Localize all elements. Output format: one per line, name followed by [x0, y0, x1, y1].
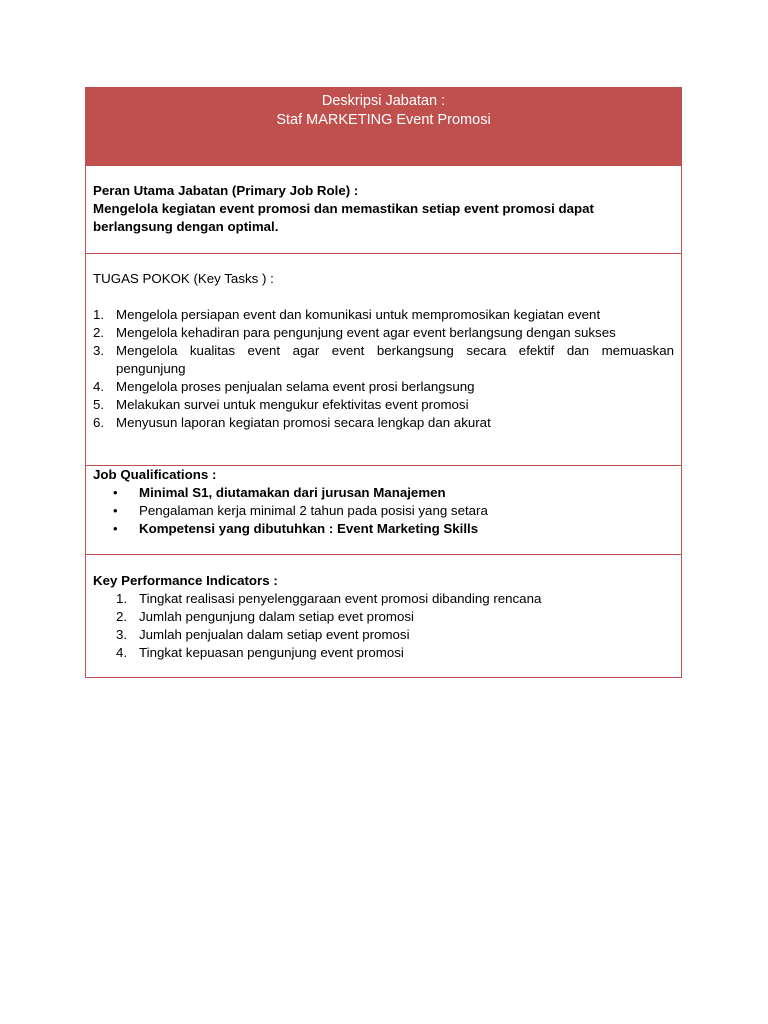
task-text: Melakukan survei untuk mengukur efektivitas event promosi	[116, 397, 469, 412]
list-item	[93, 484, 674, 502]
key-tasks-section	[86, 253, 681, 465]
task-number: 5.	[93, 397, 105, 412]
list-item	[93, 626, 674, 644]
task-item	[93, 324, 674, 342]
bullet-icon: •	[113, 521, 118, 536]
task-number: 1.	[93, 307, 105, 322]
kpi-text: Tingkat realisasi penyelenggaraan event promosi dibanding rencana	[139, 591, 542, 606]
kpi-list	[93, 590, 674, 662]
kpi-text: Jumlah penjualan dalam setiap event promosi	[139, 627, 410, 642]
task-text: Menyusun laporan kegiatan promosi secara lengkap dan akurat	[116, 415, 491, 430]
task-number: 3.	[93, 343, 105, 358]
list-item	[93, 644, 674, 662]
task-item-continuation	[93, 360, 674, 378]
task-text: Mengelola kualitas event agar event berkangsung secara efektif dan memuaskan	[116, 343, 674, 358]
bullet-icon: •	[113, 503, 118, 518]
task-text: Mengelola proses penjualan selama event prosi berlangsung	[116, 379, 475, 394]
task-text: Mengelola kehadiran para pengunjung event agar event berlangsung dengan sukses	[116, 325, 616, 340]
task-item	[93, 306, 674, 324]
primary-role-text-line2: berlangsung dengan optimal.	[93, 219, 279, 234]
kpi-number: 4.	[116, 645, 128, 660]
bullet-icon: •	[113, 485, 118, 500]
task-text: pengunjung	[116, 361, 186, 376]
kpi-text: Tingkat kepuasan pengunjung event promosi	[139, 645, 404, 660]
qualification-text: Minimal S1, diutamakan dari jurusan Manajemen	[139, 485, 446, 500]
primary-role-section	[86, 165, 681, 253]
kpi-section	[86, 554, 681, 677]
task-number: 4.	[93, 379, 105, 394]
table-header	[86, 88, 681, 165]
job-description-table	[85, 87, 682, 678]
task-item	[93, 378, 674, 396]
task-item	[93, 414, 674, 432]
header-subtitle: Staf MARKETING Event Promosi	[276, 112, 491, 128]
primary-role-label: Peran Utama Jabatan (Primary Job Role) :	[93, 183, 359, 198]
header-title: Deskripsi Jabatan :	[321, 93, 446, 109]
key-tasks-heading: TUGAS POKOK (Key Tasks ) :	[93, 271, 274, 286]
list-item	[93, 520, 674, 538]
list-item	[93, 590, 674, 608]
kpi-number: 3.	[116, 627, 128, 642]
job-qualifications-heading: Job Qualifications :	[93, 467, 217, 482]
list-item	[93, 502, 674, 520]
kpi-heading: Key Performance Indicators :	[93, 573, 278, 588]
kpi-number: 2.	[116, 609, 128, 624]
qualification-text: Kompetensi yang dibutuhkan : Event Marketing Skills	[139, 521, 479, 536]
job-qualifications-section	[86, 465, 681, 554]
kpi-text: Jumlah pengunjung dalam setiap evet promosi	[139, 609, 414, 624]
list-item	[93, 608, 674, 626]
task-item	[93, 396, 674, 414]
qualification-text: Pengalaman kerja minimal 2 tahun pada posisi yang setara	[139, 503, 488, 518]
qualifications-list	[93, 484, 674, 538]
task-number: 6.	[93, 415, 105, 430]
task-item	[93, 342, 674, 360]
kpi-number: 1.	[116, 591, 128, 606]
task-text: Mengelola persiapan event dan komunikasi untuk mempromosikan kegiatan event	[116, 307, 601, 322]
task-number: 2.	[93, 325, 105, 340]
primary-role-text-line1: Mengelola kegiatan event promosi dan memastikan setiap event promosi dapat	[93, 201, 594, 216]
